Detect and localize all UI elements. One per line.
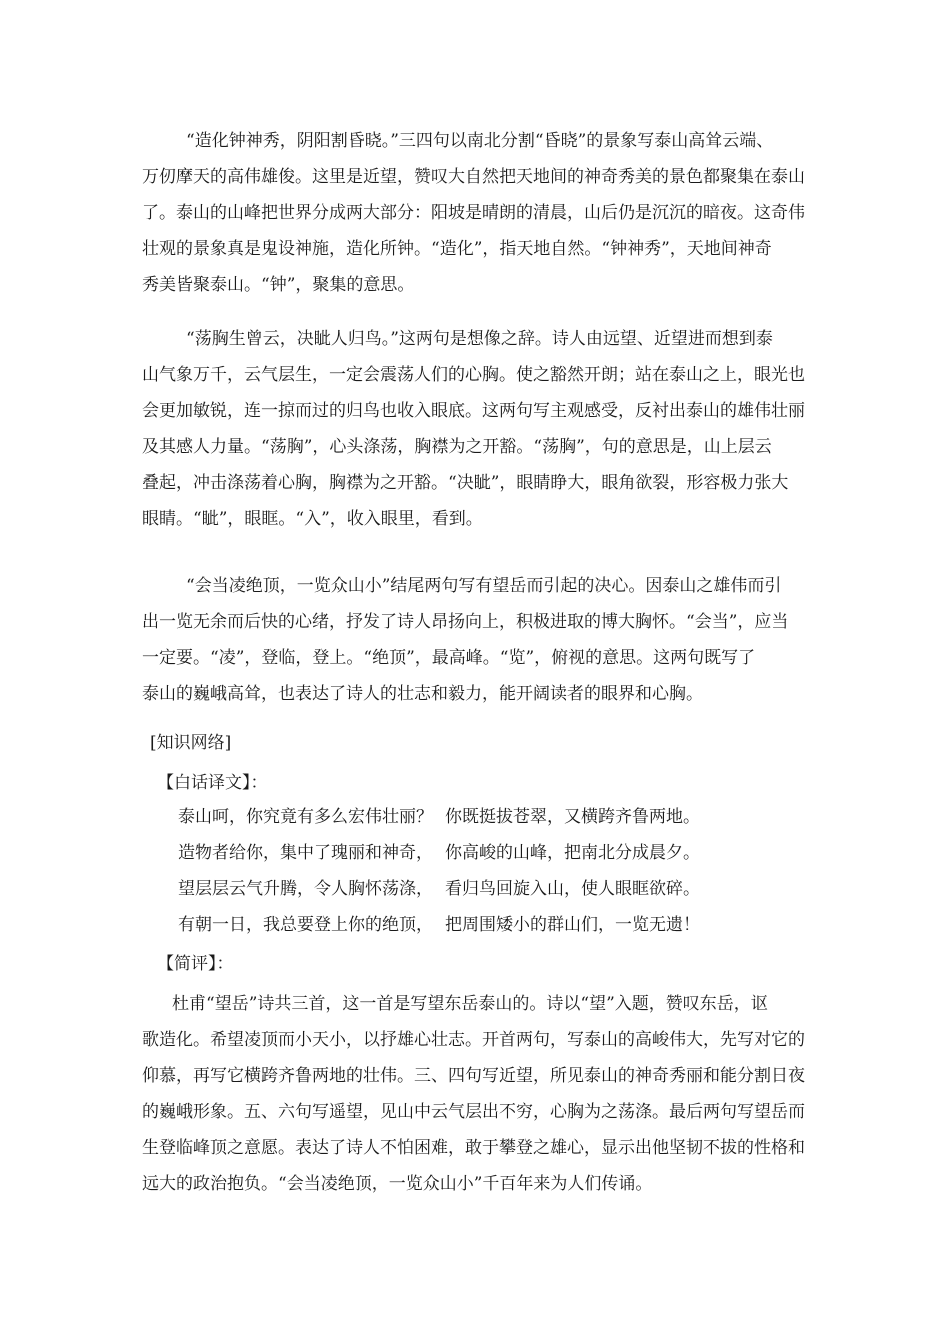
translation-line-a: 造物者给你，集中了瑰丽和神奇， (178, 843, 433, 863)
translation-line-a: 有朝一日，我总要登上你的绝顶， (178, 915, 433, 935)
text-line: 叠起，冲击涤荡着心胸，胸襟为之开豁。“决眦”，眼睛睁大，眼角欲裂，形容极力张大 (142, 473, 789, 493)
translation-line-b: 把周围矮小的群山们，一览无遗！ (445, 915, 700, 935)
text-line: “造化钟神秀，阴阳割昏晓。”三四句以南北分割“昏晓”的景象写泰山高耸云端、 (186, 131, 774, 151)
text-line: 会更加敏锐，连一掠而过的归鸟也收入眼底。这两句写主观感受，反衬出泰山的雄伟壮丽 (142, 401, 805, 421)
text-line: 壮观的景象真是鬼设神施，造化所钟。“造化”，指天地自然。“钟神秀”，天地间神奇 (142, 239, 772, 259)
translation-row (178, 799, 700, 835)
translation-heading: 【白话译文】： (157, 773, 268, 793)
translation-line-b: 看归鸟回旋入山，使人眼眶欲碎。 (445, 879, 700, 899)
translation-line-b: 你高峻的山峰，把南北分成晨夕。 (445, 843, 700, 863)
knowledge-network-label: [知识网络] (150, 733, 232, 753)
text-line: 一定要。“凌”，登临，登上。“绝顶”，最高峰。“览”，俯视的意思。这两句既写了 (142, 648, 756, 668)
text-line: 秀美皆聚泰山。“钟”，聚集的意思。 (142, 275, 415, 295)
paragraph-commentary-3 (142, 568, 812, 712)
text-line: 山气象万千，云气层生，一定会震荡人们的心胸。使之豁然开朗；站在泰山之上，眼光也 (142, 365, 805, 385)
text-line: “荡胸生曾云，决眦人归鸟。”这两句是想像之辞。诗人由远望、近望进而想到泰 (186, 329, 773, 349)
paragraph-commentary-1 (142, 123, 812, 303)
translation-row (178, 907, 700, 943)
review-paragraph (142, 986, 812, 1202)
translation-row (178, 871, 700, 907)
text-line: 杜甫“望岳”诗共三首，这一首是写望东岳泰山的。诗以“望”入题，赞叹东岳，讴 (172, 994, 768, 1014)
text-line: 了。泰山的山峰把世界分成两大部分：阳坡是晴朗的清晨，山后仍是沉沉的暗夜。这奇伟 (142, 203, 805, 223)
text-line: 生登临峰顶之意愿。表达了诗人不怕困难，敢于攀登之雄心，显示出他坚韧不拔的性格和 (142, 1138, 805, 1158)
text-line: 远大的政治抱负。“会当凌绝顶，一览众山小”千百年来为人们传诵。 (142, 1174, 653, 1194)
text-line: 的巍峨形象。五、六句写遥望，见山中云气层出不穷，心胸为之荡涤。最后两句写望岳而 (142, 1102, 805, 1122)
paragraph-commentary-2 (142, 321, 812, 537)
text-line: 眼睛。“眦”，眼眶。“入”，收入眼里，看到。 (142, 509, 483, 529)
text-line: “会当凌绝顶，一览众山小”结尾两句写有望岳而引起的决心。因泰山之雄伟而引 (186, 576, 782, 596)
text-line: 出一览无余而后快的心绪，抒发了诗人昂扬向上，积极进取的博大胸怀。“会当”，应当 (142, 612, 789, 632)
translation-block (178, 799, 700, 943)
translation-line-b: 你既挺拔苍翠，又横跨齐鲁两地。 (445, 807, 700, 827)
text-line: 及其感人力量。“荡胸”，心头涤荡，胸襟为之开豁。“荡胸”，句的意思是，山上层云 (142, 437, 772, 457)
text-line: 泰山的巍峨高耸，也表达了诗人的壮志和毅力，能开阔读者的眼界和心胸。 (142, 684, 703, 704)
text-line: 歌造化。希望凌顶而小天小，以抒雄心壮志。开首两句，写泰山的高峻伟大，先写对它的 (142, 1030, 805, 1050)
text-line: 仰慕，再写它横跨齐鲁两地的壮伟。三、四句写近望，所见泰山的神奇秀丽和能分割日夜 (142, 1066, 805, 1086)
text-line: 万仞摩天的高伟雄俊。这里是近望，赞叹大自然把天地间的神奇秀美的景色都聚集在泰山 (142, 167, 805, 187)
translation-row (178, 835, 700, 871)
translation-line-a: 泰山呵，你究竟有多么宏伟壮丽？ (178, 807, 433, 827)
review-heading: 【简评】： (157, 954, 234, 974)
translation-line-a: 望层层云气升腾，令人胸怀荡涤， (178, 879, 433, 899)
